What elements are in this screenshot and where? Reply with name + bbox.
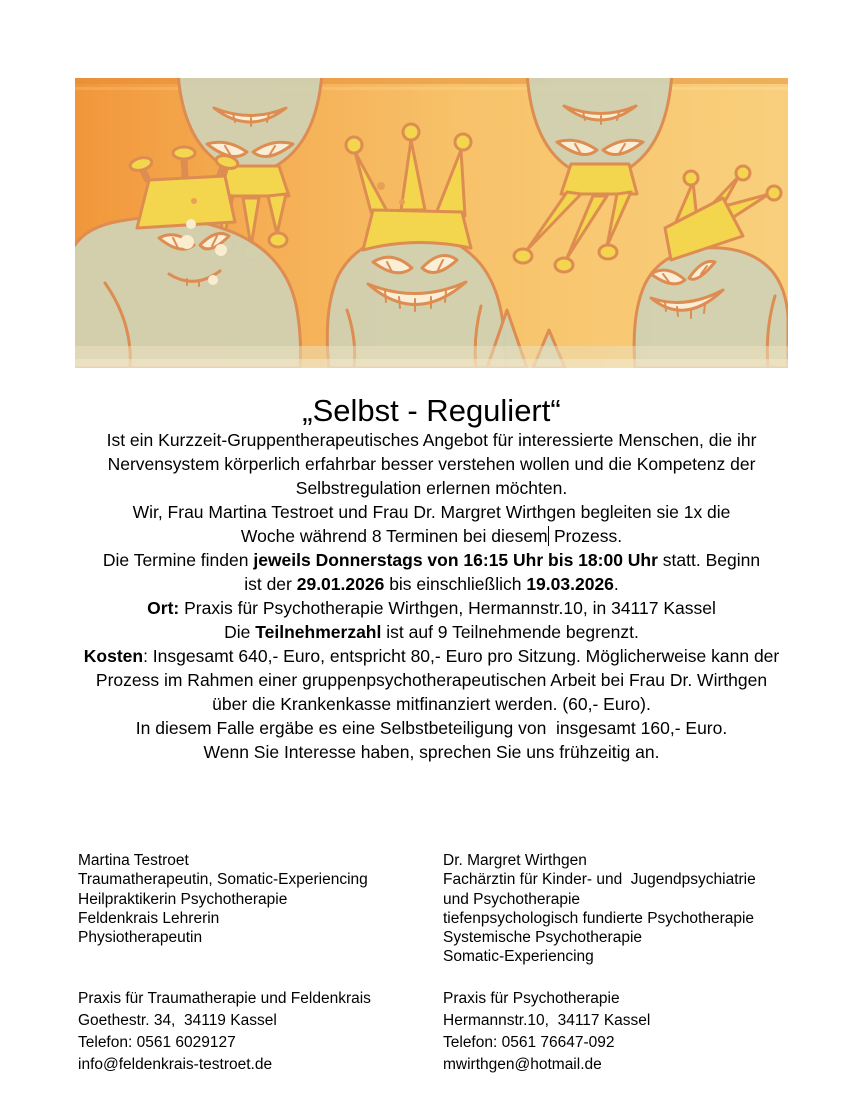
person-name: Martina Testroet: [78, 852, 189, 869]
practice-address: Hermannstr.10, 34117 Kassel: [443, 1012, 651, 1029]
person-qualification: Heilpraktikerin Psychotherapie: [78, 890, 288, 908]
practice-email: info@feldenkrais-testroet.de: [78, 1056, 273, 1073]
practice-columns: [78, 988, 791, 1076]
person-left: [78, 851, 443, 967]
header-artwork: [75, 78, 788, 368]
person-qualification: Physiotherapeutin: [78, 929, 203, 947]
person-qualification: Systemische Psychotherapie: [443, 929, 643, 947]
intro-paragraph: Ist ein Kurzzeit-Gruppentherapeutisches Angebot für interessierte Menschen, die ihr Nervensystem körperlich erfahrbar besser verstehen wollen und die Kompetenz der Selbstregulation erlernen möchten.: [106, 430, 757, 498]
practice-right: [443, 988, 791, 1076]
person-qualification: und Psychotherapie: [443, 890, 581, 908]
crowned-creatures-painting: [75, 78, 788, 368]
person-qualification: Traumatherapeutin, Somatic-Experiencing: [78, 871, 368, 889]
practice-name: Praxis für Traumatherapie und Feldenkrais: [78, 990, 371, 1007]
practice-email: mwirthgen@hotmail.de: [443, 1056, 602, 1073]
document-body: [75, 368, 788, 764]
practice-left: [78, 988, 443, 1076]
person-qualification: tiefenpsychologisch fundierte Psychotherapie: [443, 909, 755, 927]
page-title: „Selbst - Reguliert“: [302, 393, 561, 428]
practice-address: Goethestr. 34, 34119 Kassel: [78, 1012, 277, 1029]
facilitators-paragraph: Wir, Frau Martina Testroet und Frau Dr. Margret Wirthgen begleiten sie 1x die Woche während 8 Terminen bei diesem Prozess.: [132, 502, 731, 546]
person-qualification: Fachärztin für Kinder- und Jugendpsychiatrie: [443, 871, 756, 889]
location-paragraph: Ort: Praxis für Psychotherapie Wirthgen, Hermannstr.10, in 34117 Kassel Die Teilnehmerzahl ist auf 9 Teilnehmende begrenzt.: [147, 598, 716, 642]
interest-paragraph: Wenn Sie Interesse haben, sprechen Sie uns frühzeitig an.: [203, 742, 660, 762]
facilitator-columns: [78, 851, 791, 967]
person-name: Dr. Margret Wirthgen: [443, 852, 587, 869]
person-right: [443, 851, 791, 967]
person-qualification: Feldenkrais Lehrerin: [78, 909, 220, 927]
costs-paragraph: Kosten: Insgesamt 640,- Euro, entspricht 80,- Euro pro Sitzung. Möglicherweise kann der Prozess im Rahmen einer gruppenpsychotherapeutischen Arbeit bei Frau Dr. Wirthgen über die Krankenkasse mitfinanziert werden. (60,- Euro). In diesem Falle ergäbe es eine Selbstbeteiligung von insgesamt 160,- Euro.: [83, 646, 780, 738]
schedule-paragraph: Die Termine finden jeweils Donnerstags von 16:15 Uhr bis 18:00 Uhr statt. Beginn ist der 29.01.2026 bis einschließlich 19.03.2026.: [102, 550, 761, 594]
practice-phone: Telefon: 0561 76647-092: [443, 1034, 615, 1051]
person-qualification: Somatic-Experiencing: [443, 948, 594, 966]
practice-phone: Telefon: 0561 6029127: [78, 1034, 236, 1051]
practice-name: Praxis für Psychotherapie: [443, 990, 620, 1007]
